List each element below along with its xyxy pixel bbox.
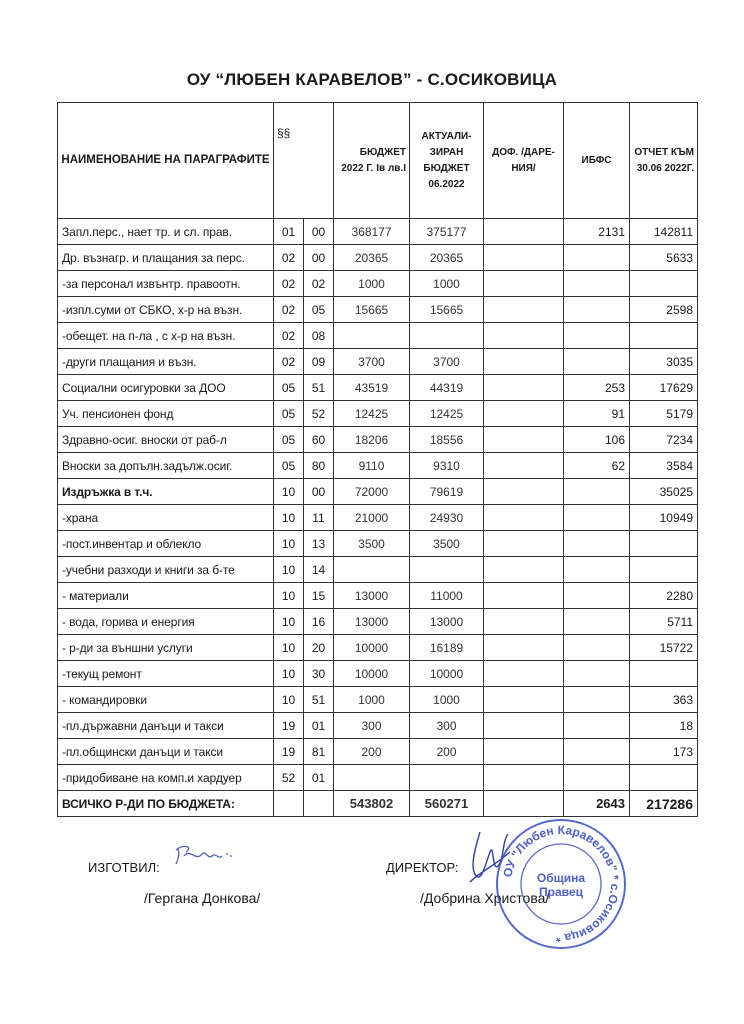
- paragraph-code-cell: 02: [274, 297, 304, 323]
- donations-cell: [484, 349, 564, 375]
- header-budget: БЮДЖЕТ 2022 Г. Iв лв.I: [334, 103, 410, 219]
- report-cell: [630, 765, 698, 791]
- donations-cell: [484, 661, 564, 687]
- total-label: ВСИЧКО Р-ДИ ПО БЮДЖЕТА:: [58, 791, 274, 817]
- paragraph-name-cell: - вода, горива и енергия: [58, 609, 274, 635]
- budget-cell: 43519: [334, 375, 410, 401]
- donations-cell: [484, 557, 564, 583]
- budget-cell: 18206: [334, 427, 410, 453]
- ibfs-cell: [564, 557, 630, 583]
- actualized-budget-cell: 20365: [410, 245, 484, 271]
- paragraph-name-cell: - командировки: [58, 687, 274, 713]
- paragraph-code-cell: 10: [274, 635, 304, 661]
- donations-cell: [484, 505, 564, 531]
- report-cell: 5633: [630, 245, 698, 271]
- ibfs-cell: [564, 297, 630, 323]
- paragraph-code-cell: 10: [274, 505, 304, 531]
- paragraph-code-cell: 02: [274, 349, 304, 375]
- paragraph-name-cell: -текущ ремонт: [58, 661, 274, 687]
- table-row: [58, 687, 698, 713]
- official-stamp: [493, 816, 629, 952]
- table-header-row: [58, 103, 698, 219]
- actualized-budget-cell: [410, 557, 484, 583]
- paragraph-name-cell: - материали: [58, 583, 274, 609]
- subparagraph-code-cell: 14: [304, 557, 334, 583]
- paragraph-name-cell: Уч. пенсионен фонд: [58, 401, 274, 427]
- table-row: [58, 609, 698, 635]
- paragraph-code-cell: 05: [274, 427, 304, 453]
- report-cell: 173: [630, 739, 698, 765]
- budget-cell: 3700: [334, 349, 410, 375]
- paragraph-code-cell: [274, 791, 304, 817]
- paragraph-name-cell: -други плащания и възн.: [58, 349, 274, 375]
- subparagraph-code-cell: 00: [304, 219, 334, 245]
- subparagraph-code-cell: 51: [304, 375, 334, 401]
- paragraph-name-cell: -пл.държавни данъци и такси: [58, 713, 274, 739]
- subparagraph-code-cell: 60: [304, 427, 334, 453]
- report-cell: [630, 661, 698, 687]
- paragraph-code-cell: 10: [274, 583, 304, 609]
- actualized-budget-cell: 200: [410, 739, 484, 765]
- subparagraph-code-cell: 00: [304, 479, 334, 505]
- report-cell: 2280: [630, 583, 698, 609]
- report-cell: [630, 531, 698, 557]
- report-cell: 18: [630, 713, 698, 739]
- donations-cell: [484, 401, 564, 427]
- ibfs-cell: 62: [564, 453, 630, 479]
- paragraph-code-cell: 10: [274, 609, 304, 635]
- table-row: [58, 583, 698, 609]
- subparagraph-code-cell: 01: [304, 765, 334, 791]
- subparagraph-code-cell: [304, 791, 334, 817]
- actualized-budget-cell: 18556: [410, 427, 484, 453]
- report-cell: 15722: [630, 635, 698, 661]
- donations-cell: [484, 323, 564, 349]
- paragraph-name-cell: Др. възнагр. и плащания за перс.: [58, 245, 274, 271]
- actualized-budget-cell: 13000: [410, 609, 484, 635]
- ibfs-cell: 253: [564, 375, 630, 401]
- subparagraph-code-cell: 81: [304, 739, 334, 765]
- budget-cell: 10000: [334, 661, 410, 687]
- actualized-budget-cell: 1000: [410, 687, 484, 713]
- director-name: /Добрина Христова/: [420, 890, 550, 906]
- table-row: [58, 271, 698, 297]
- actualized-budget-cell: 15665: [410, 297, 484, 323]
- actualized-budget-cell: 1000: [410, 271, 484, 297]
- total-ibfs: 2643: [564, 791, 630, 817]
- ibfs-cell: [564, 531, 630, 557]
- paragraph-name-cell: Социални осигуровки за ДОО: [58, 375, 274, 401]
- table-row: [58, 453, 698, 479]
- actualized-budget-cell: 3700: [410, 349, 484, 375]
- actualized-budget-cell: 16189: [410, 635, 484, 661]
- ibfs-cell: 2131: [564, 219, 630, 245]
- ibfs-cell: 106: [564, 427, 630, 453]
- total-row: [58, 791, 698, 817]
- table-row: [58, 219, 698, 245]
- ibfs-cell: [564, 323, 630, 349]
- actualized-budget-cell: 10000: [410, 661, 484, 687]
- budget-cell: [334, 557, 410, 583]
- donations-cell: [484, 531, 564, 557]
- donations-cell: [484, 609, 564, 635]
- subparagraph-code-cell: 20: [304, 635, 334, 661]
- table-row: [58, 505, 698, 531]
- donations-cell: [484, 453, 564, 479]
- subparagraph-code-cell: 02: [304, 271, 334, 297]
- paragraph-code-cell: 10: [274, 557, 304, 583]
- paragraph-name-cell: Издръжка в т.ч.: [58, 479, 274, 505]
- header-ibfs: ИБФС: [564, 103, 630, 219]
- subparagraph-code-cell: 16: [304, 609, 334, 635]
- subparagraph-code-cell: 15: [304, 583, 334, 609]
- ibfs-cell: [564, 479, 630, 505]
- ibfs-cell: [564, 349, 630, 375]
- table-row: [58, 739, 698, 765]
- table-row: [58, 375, 698, 401]
- table-row: [58, 479, 698, 505]
- report-cell: 142811: [630, 219, 698, 245]
- budget-cell: 20365: [334, 245, 410, 271]
- ibfs-cell: [564, 271, 630, 297]
- ibfs-cell: [564, 765, 630, 791]
- total-budget: 543802: [334, 791, 410, 817]
- header-donations: ДОФ. /ДАРЕ-НИЯ/: [484, 103, 564, 219]
- paragraph-name-cell: -за персонал извънтр. правоотн.: [58, 271, 274, 297]
- subparagraph-code-cell: 52: [304, 401, 334, 427]
- report-cell: 3584: [630, 453, 698, 479]
- paragraph-code-cell: 10: [274, 531, 304, 557]
- paragraph-code-cell: 52: [274, 765, 304, 791]
- paragraph-code-cell: 02: [274, 271, 304, 297]
- budget-cell: 21000: [334, 505, 410, 531]
- header-actualized-budget: АКТУАЛИ-ЗИРАН БЮДЖЕТ 06.2022: [410, 103, 484, 219]
- budget-cell: 200: [334, 739, 410, 765]
- donations-cell: [484, 427, 564, 453]
- ibfs-cell: [564, 661, 630, 687]
- subparagraph-code-cell: 00: [304, 245, 334, 271]
- budget-cell: 368177: [334, 219, 410, 245]
- report-cell: [630, 557, 698, 583]
- donations-cell: [484, 791, 564, 817]
- report-cell: [630, 323, 698, 349]
- paragraph-code-cell: 19: [274, 713, 304, 739]
- paragraph-name-cell: Здравно-осиг. вноски от раб-л: [58, 427, 274, 453]
- paragraph-code-cell: 02: [274, 245, 304, 271]
- prepared-by-label: ИЗГОТВИЛ:: [88, 860, 160, 875]
- report-cell: 5179: [630, 401, 698, 427]
- actualized-budget-cell: 11000: [410, 583, 484, 609]
- budget-cell: 1000: [334, 687, 410, 713]
- paragraph-code-cell: 10: [274, 687, 304, 713]
- actualized-budget-cell: 9310: [410, 453, 484, 479]
- budget-cell: 13000: [334, 609, 410, 635]
- total-report: 217286: [630, 791, 698, 817]
- donations-cell: [484, 583, 564, 609]
- budget-cell: 72000: [334, 479, 410, 505]
- donations-cell: [484, 635, 564, 661]
- paragraph-code-cell: 05: [274, 453, 304, 479]
- table-row: [58, 349, 698, 375]
- report-cell: 35025: [630, 479, 698, 505]
- report-cell: 17629: [630, 375, 698, 401]
- budget-cell: [334, 765, 410, 791]
- donations-cell: [484, 245, 564, 271]
- ibfs-cell: [564, 245, 630, 271]
- table-row: [58, 427, 698, 453]
- table-row: [58, 661, 698, 687]
- ibfs-cell: [564, 687, 630, 713]
- actualized-budget-cell: [410, 765, 484, 791]
- paragraph-name-cell: -придобиване на комп.и хардуер: [58, 765, 274, 791]
- svg-text:Правец: Правец: [539, 885, 583, 899]
- subparagraph-code-cell: 08: [304, 323, 334, 349]
- subparagraph-code-cell: 80: [304, 453, 334, 479]
- donations-cell: [484, 687, 564, 713]
- report-cell: 3035: [630, 349, 698, 375]
- donations-cell: [484, 297, 564, 323]
- paragraph-name-cell: Вноски за допълн.задълж.осиг.: [58, 453, 274, 479]
- total-actualized-budget: 560271: [410, 791, 484, 817]
- report-cell: 10949: [630, 505, 698, 531]
- actualized-budget-cell: 44319: [410, 375, 484, 401]
- subparagraph-code-cell: 30: [304, 661, 334, 687]
- table-row: [58, 557, 698, 583]
- paragraph-name-cell: -пл.общински данъци и такси: [58, 739, 274, 765]
- paragraph-name-cell: Запл.перс., нает тр. и сл. прав.: [58, 219, 274, 245]
- budget-cell: 3500: [334, 531, 410, 557]
- header-paragraph-code: §§: [274, 103, 334, 219]
- actualized-budget-cell: 24930: [410, 505, 484, 531]
- ibfs-cell: [564, 583, 630, 609]
- paragraph-code-cell: 19: [274, 739, 304, 765]
- actualized-budget-cell: 3500: [410, 531, 484, 557]
- report-cell: 5711: [630, 609, 698, 635]
- ibfs-cell: [564, 609, 630, 635]
- header-report: ОТЧЕТ КЪМ 30.06 2022Г.: [630, 103, 698, 219]
- budget-cell: 9110: [334, 453, 410, 479]
- table-body: [58, 219, 698, 817]
- document-title: ОУ “ЛЮБЕН КАРАВЕЛОВ” - С.ОСИКОВИЦА: [186, 70, 558, 89]
- report-cell: 7234: [630, 427, 698, 453]
- preparer-name: /Гергана Донкова/: [144, 890, 261, 906]
- paragraph-name-cell: - р-ди за външни услуги: [58, 635, 274, 661]
- budget-table: [57, 102, 698, 817]
- ibfs-cell: [564, 713, 630, 739]
- header-paragraph-name: НАИМЕНОВАНИЕ НА ПАРАГРАФИТЕ: [58, 103, 274, 219]
- table-row: [58, 401, 698, 427]
- table-row: [58, 635, 698, 661]
- donations-cell: [484, 765, 564, 791]
- paragraph-code-cell: 05: [274, 375, 304, 401]
- donations-cell: [484, 271, 564, 297]
- paragraph-code-cell: 02: [274, 323, 304, 349]
- donations-cell: [484, 713, 564, 739]
- budget-cell: 12425: [334, 401, 410, 427]
- table-row: [58, 297, 698, 323]
- paragraph-name-cell: -пост.инвентар и облекло: [58, 531, 274, 557]
- actualized-budget-cell: 375177: [410, 219, 484, 245]
- paragraph-code-cell: 05: [274, 401, 304, 427]
- table-row: [58, 531, 698, 557]
- paragraph-code-cell: 10: [274, 661, 304, 687]
- paragraph-name-cell: -обещет. на п-ла , с х-р на възн.: [58, 323, 274, 349]
- paragraph-code-cell: 01: [274, 219, 304, 245]
- budget-cell: 13000: [334, 583, 410, 609]
- report-cell: 363: [630, 687, 698, 713]
- budget-cell: 10000: [334, 635, 410, 661]
- paragraph-code-cell: 10: [274, 479, 304, 505]
- subparagraph-code-cell: 11: [304, 505, 334, 531]
- budget-cell: 300: [334, 713, 410, 739]
- ibfs-cell: 91: [564, 401, 630, 427]
- subparagraph-code-cell: 13: [304, 531, 334, 557]
- table-row: [58, 323, 698, 349]
- donations-cell: [484, 739, 564, 765]
- table-row: [58, 245, 698, 271]
- ibfs-cell: [564, 635, 630, 661]
- table-row: [58, 713, 698, 739]
- ibfs-cell: [564, 739, 630, 765]
- actualized-budget-cell: 300: [410, 713, 484, 739]
- donations-cell: [484, 375, 564, 401]
- budget-cell: [334, 323, 410, 349]
- subparagraph-code-cell: 51: [304, 687, 334, 713]
- director-label: ДИРЕКТОР:: [386, 860, 459, 875]
- actualized-budget-cell: 12425: [410, 401, 484, 427]
- subparagraph-code-cell: 01: [304, 713, 334, 739]
- subparagraph-code-cell: 05: [304, 297, 334, 323]
- paragraph-name-cell: -храна: [58, 505, 274, 531]
- budget-cell: 15665: [334, 297, 410, 323]
- svg-text:Община: Община: [536, 871, 586, 885]
- donations-cell: [484, 219, 564, 245]
- report-cell: [630, 271, 698, 297]
- budget-cell: 1000: [334, 271, 410, 297]
- report-cell: 2598: [630, 297, 698, 323]
- table-row: [58, 765, 698, 791]
- paragraph-name-cell: -учебни разходи и книги за б-те: [58, 557, 274, 583]
- subparagraph-code-cell: 09: [304, 349, 334, 375]
- donations-cell: [484, 479, 564, 505]
- paragraph-name-cell: -изпл.суми от СБКО, х-р на възн.: [58, 297, 274, 323]
- preparer-signature: [168, 842, 238, 872]
- ibfs-cell: [564, 505, 630, 531]
- svg-text:ОУ "Любен Каравелов" * с.Осико: ОУ "Любен Каравелов" * с.Осиковица *: [500, 822, 623, 946]
- actualized-budget-cell: 79619: [410, 479, 484, 505]
- actualized-budget-cell: [410, 323, 484, 349]
